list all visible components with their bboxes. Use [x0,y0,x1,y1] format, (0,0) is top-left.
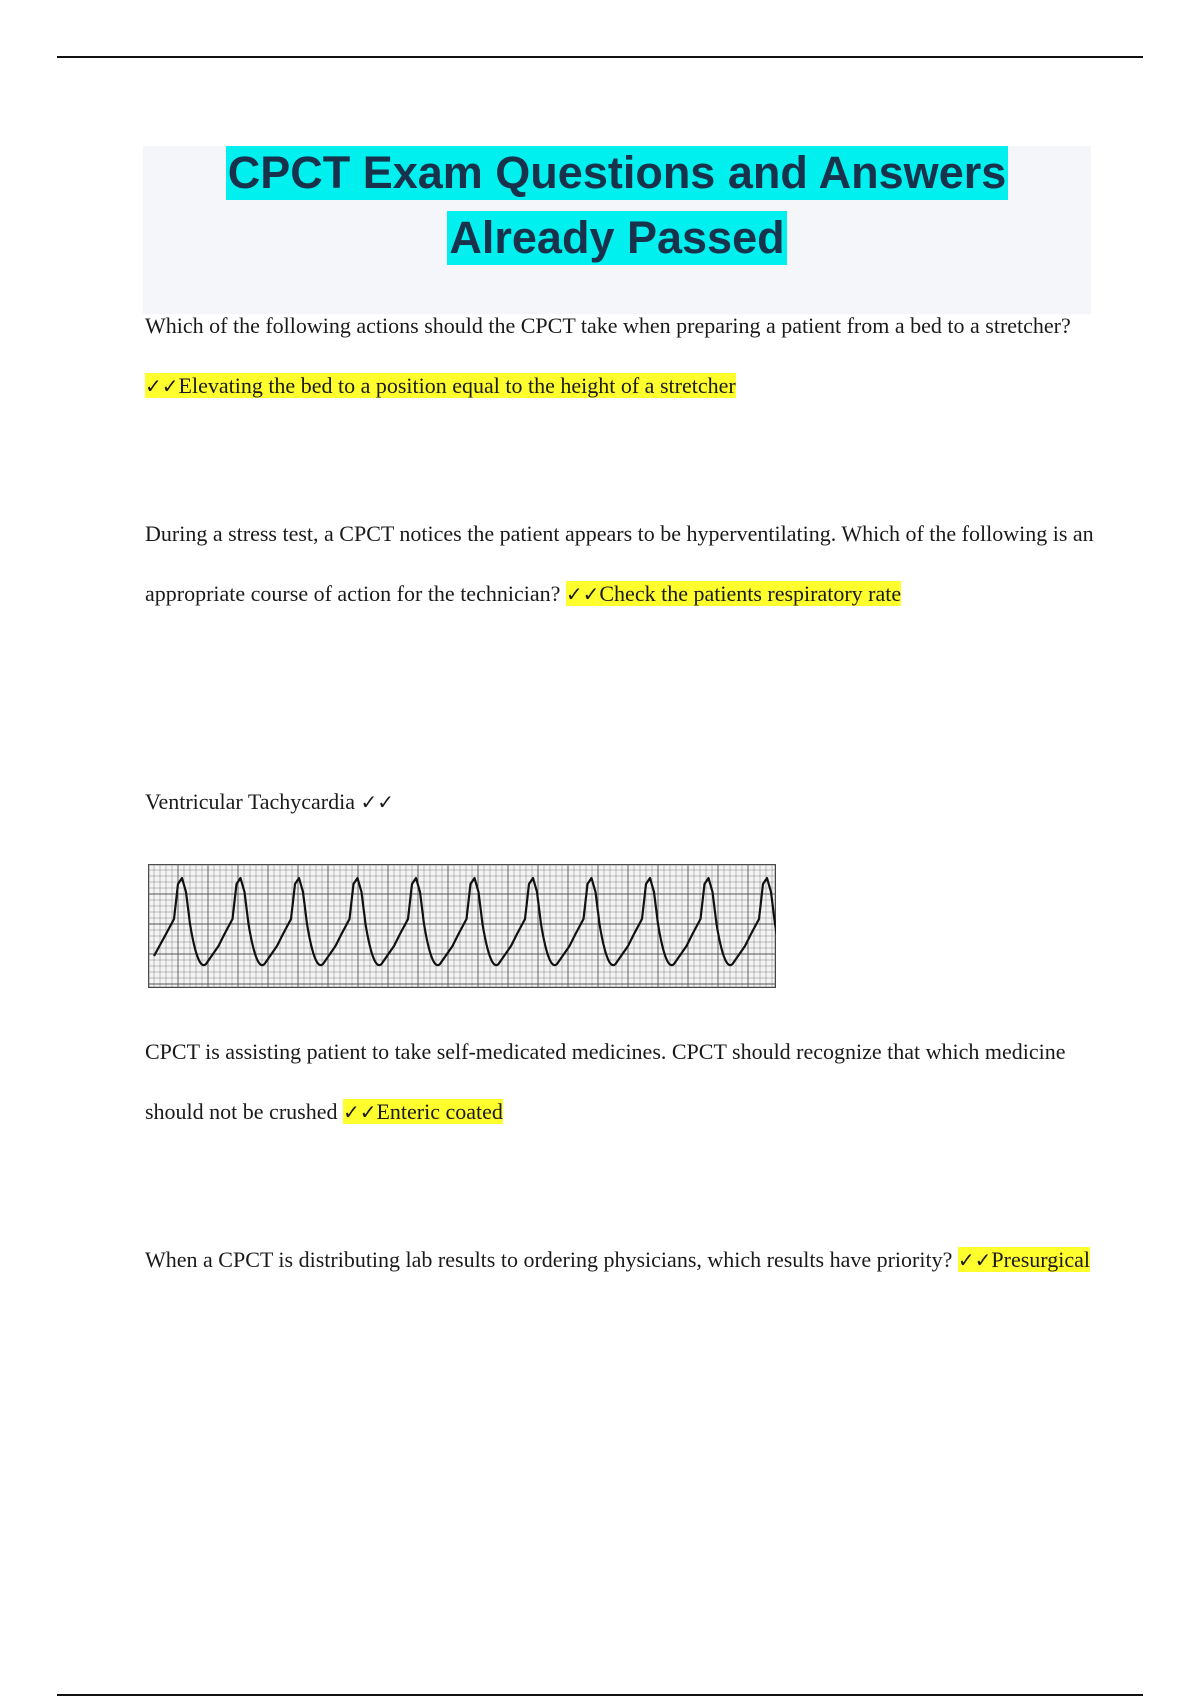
answer-text: Enteric coated [376,1099,503,1124]
question-text: When a CPCT is distributing lab results to ordering physicians, which results have priority? [145,1247,958,1272]
question-text: Ventricular Tachycardia [145,789,361,814]
footer-rule [57,1694,1143,1696]
question-text: During a stress test, a CPCT notices the patient appears to be hyperventilating. Which of the following is an appropriate course of action for the technician? [145,521,1094,606]
question-3 [145,772,1105,832]
answer-highlight [958,1247,1090,1272]
question-text: CPCT is assisting patient to take self-medicated medicines. CPCT should recognize that which medicine should not be crushed [145,1039,1066,1124]
question-2 [145,504,1105,624]
question-4 [145,1022,1105,1142]
answer-text: Elevating the bed to a position equal to the height of a stretcher [178,373,736,398]
ecg-strip-image [148,864,776,988]
title-banner [143,146,1091,314]
question-1 [145,296,1105,416]
answer-highlight [566,581,901,606]
header-rule [57,56,1143,58]
answer-text: Check the patients respiratory rate [599,581,902,606]
check-mark-icon: ✓✓ [145,374,179,398]
question-5 [145,1230,1105,1290]
check-mark-icon: ✓✓ [360,790,395,814]
answer-highlight [343,1099,503,1124]
check-mark-icon: ✓✓ [565,582,600,606]
question-text: Which of the following actions should the CPCT take when preparing a patient from a bed to a stretcher? [145,313,1071,338]
answer-highlight [145,373,736,398]
check-mark-icon: ✓✓ [342,1100,377,1124]
page-title-line-1: CPCT Exam Questions and Answers [227,147,1007,198]
answer-text: Presurgical [991,1247,1090,1272]
page-title-line-2: Already Passed [449,212,785,263]
check-mark-icon: ✓✓ [957,1248,992,1272]
